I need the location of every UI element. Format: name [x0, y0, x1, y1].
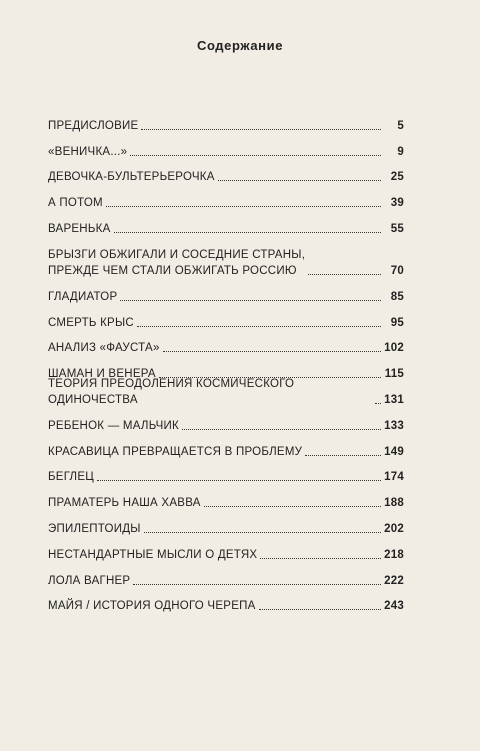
- entry-title: [48, 340, 160, 356]
- entry-title-line: ПРЕДИСЛОВИЕ: [48, 119, 139, 132]
- entry-title: [48, 573, 130, 589]
- toc-entry: [48, 408, 404, 434]
- entry-title-line: ВАРЕНЬКА: [48, 222, 111, 235]
- entry-page-number: 95: [390, 316, 404, 329]
- dot-leader: [130, 155, 381, 156]
- dot-leader: [137, 326, 381, 327]
- dot-leader: [305, 455, 381, 456]
- entry-page-number: 85: [390, 290, 404, 303]
- toc-entry: [48, 537, 404, 563]
- entry-title: [48, 221, 111, 237]
- entry-page-number: 174: [384, 471, 404, 484]
- dot-leader: [163, 351, 381, 352]
- toc-entry: [48, 108, 404, 134]
- entry-title-line: АНАЛИЗ «ФАУСТА»: [48, 342, 160, 355]
- toc-entry: [48, 563, 404, 589]
- dot-leader: [133, 584, 381, 585]
- dot-leader: [141, 129, 381, 130]
- entry-page-number: 218: [384, 548, 404, 561]
- page-title: Содержание: [196, 38, 284, 53]
- entry-page-number: 131: [384, 393, 404, 406]
- entry-title-line: НЕСТАНДАРТНЫЕ МЫСЛИ О ДЕТЯХ: [48, 548, 258, 561]
- toc-entry: [48, 211, 404, 237]
- entry-page-number: 70: [390, 264, 404, 277]
- entry-title: [48, 247, 305, 279]
- entry-title-line: КРАСАВИЦА ПРЕВРАЩАЕТСЯ В ПРОБЛЕМУ: [48, 445, 303, 458]
- entry-page-number: 25: [390, 171, 404, 184]
- dot-leader: [204, 506, 381, 507]
- entry-page-number: 202: [384, 522, 404, 535]
- toc-entry: [48, 377, 404, 408]
- toc-entry: [48, 134, 404, 160]
- dot-leader: [218, 180, 381, 181]
- toc-entry: [48, 305, 404, 331]
- entry-page-number: 149: [384, 445, 404, 458]
- entry-title: [48, 144, 127, 160]
- entry-page-number: 5: [397, 119, 404, 132]
- entry-page-number: 55: [390, 222, 404, 235]
- entry-title-line: ЭПИЛЕПТОИДЫ: [48, 522, 141, 535]
- entry-title: [48, 376, 372, 408]
- entry-title: [48, 521, 141, 537]
- entry-title: [48, 195, 103, 211]
- toc-entry: [48, 185, 404, 211]
- entry-title-line: ЛОЛА ВАГНЕР: [48, 574, 131, 587]
- entry-page-number: 9: [397, 145, 404, 158]
- entry-title-line: ДЕВОЧКА-БУЛЬТЕРЬЕРОЧКА: [48, 171, 215, 184]
- entry-title-line: ГЛАДИАТОР: [48, 290, 118, 303]
- entry-page-number: 222: [384, 574, 404, 587]
- entry-title-line: ТЕОРИЯ ПРЕОДОЛЕНИЯ КОСМИЧЕСКОГО ОДИНОЧЕСТВА: [48, 377, 295, 406]
- entry-title-line: ПРЕЖДЕ ЧЕМ СТАЛИ ОБЖИГАТЬ РОССИЮ: [48, 264, 297, 277]
- entry-title-line: «ВЕНИЧКА...»: [48, 145, 128, 158]
- toc-entry: [48, 331, 404, 357]
- entry-title: [48, 598, 256, 614]
- dot-leader: [106, 206, 381, 207]
- entry-title: [48, 418, 179, 434]
- entry-title-line: БЕГЛЕЦ: [48, 471, 95, 484]
- entry-page-number: 133: [384, 419, 404, 432]
- table-of-contents: [48, 108, 404, 614]
- entry-title-line: СМЕРТЬ КРЫС: [48, 316, 134, 329]
- toc-entry: [48, 279, 404, 305]
- toc-entry: [48, 160, 404, 186]
- entry-page-number: 243: [384, 600, 404, 613]
- dot-leader: [144, 532, 381, 533]
- entry-title: [48, 547, 257, 563]
- dot-leader: [259, 609, 381, 610]
- entry-title: [48, 289, 117, 305]
- entry-title: [48, 495, 201, 511]
- entry-page-number: 102: [384, 342, 404, 355]
- entry-title: [48, 444, 302, 460]
- entry-title: [48, 118, 138, 134]
- toc-entry: [48, 589, 404, 615]
- entry-title: [48, 169, 215, 185]
- entry-title: [48, 469, 94, 485]
- dot-leader: [114, 232, 381, 233]
- entry-title-line: РЕБЕНОК — МАЛЬЧИК: [48, 419, 179, 432]
- dot-leader: [308, 274, 381, 275]
- entry-page-number: 115: [384, 368, 404, 381]
- entry-page-number: 188: [384, 497, 404, 510]
- dot-leader: [260, 558, 381, 559]
- dot-leader: [182, 429, 381, 430]
- toc-entry: [48, 460, 404, 486]
- dot-leader: [375, 403, 381, 404]
- entry-title-line: МАЙЯ / ИСТОРИЯ ОДНОГО ЧЕРЕПА: [48, 600, 256, 613]
- entry-title-line: ПРАМАТЕРЬ НАША ХАВВА: [48, 497, 201, 510]
- entry-title-line: БРЫЗГИ ОБЖИГАЛИ И СОСЕДНИЕ СТРАНЫ,: [48, 248, 306, 261]
- toc-entry: [48, 485, 404, 511]
- toc-entry: [48, 237, 404, 279]
- entry-page-number: 39: [390, 197, 404, 210]
- entry-title-line: ШАМАН И ВЕНЕРА: [48, 368, 156, 381]
- toc-entry: [48, 511, 404, 537]
- dot-leader: [97, 480, 381, 481]
- entry-title: [48, 315, 134, 331]
- entry-title-line: А ПОТОМ: [48, 197, 103, 210]
- toc-entry: [48, 434, 404, 460]
- dot-leader: [120, 300, 381, 301]
